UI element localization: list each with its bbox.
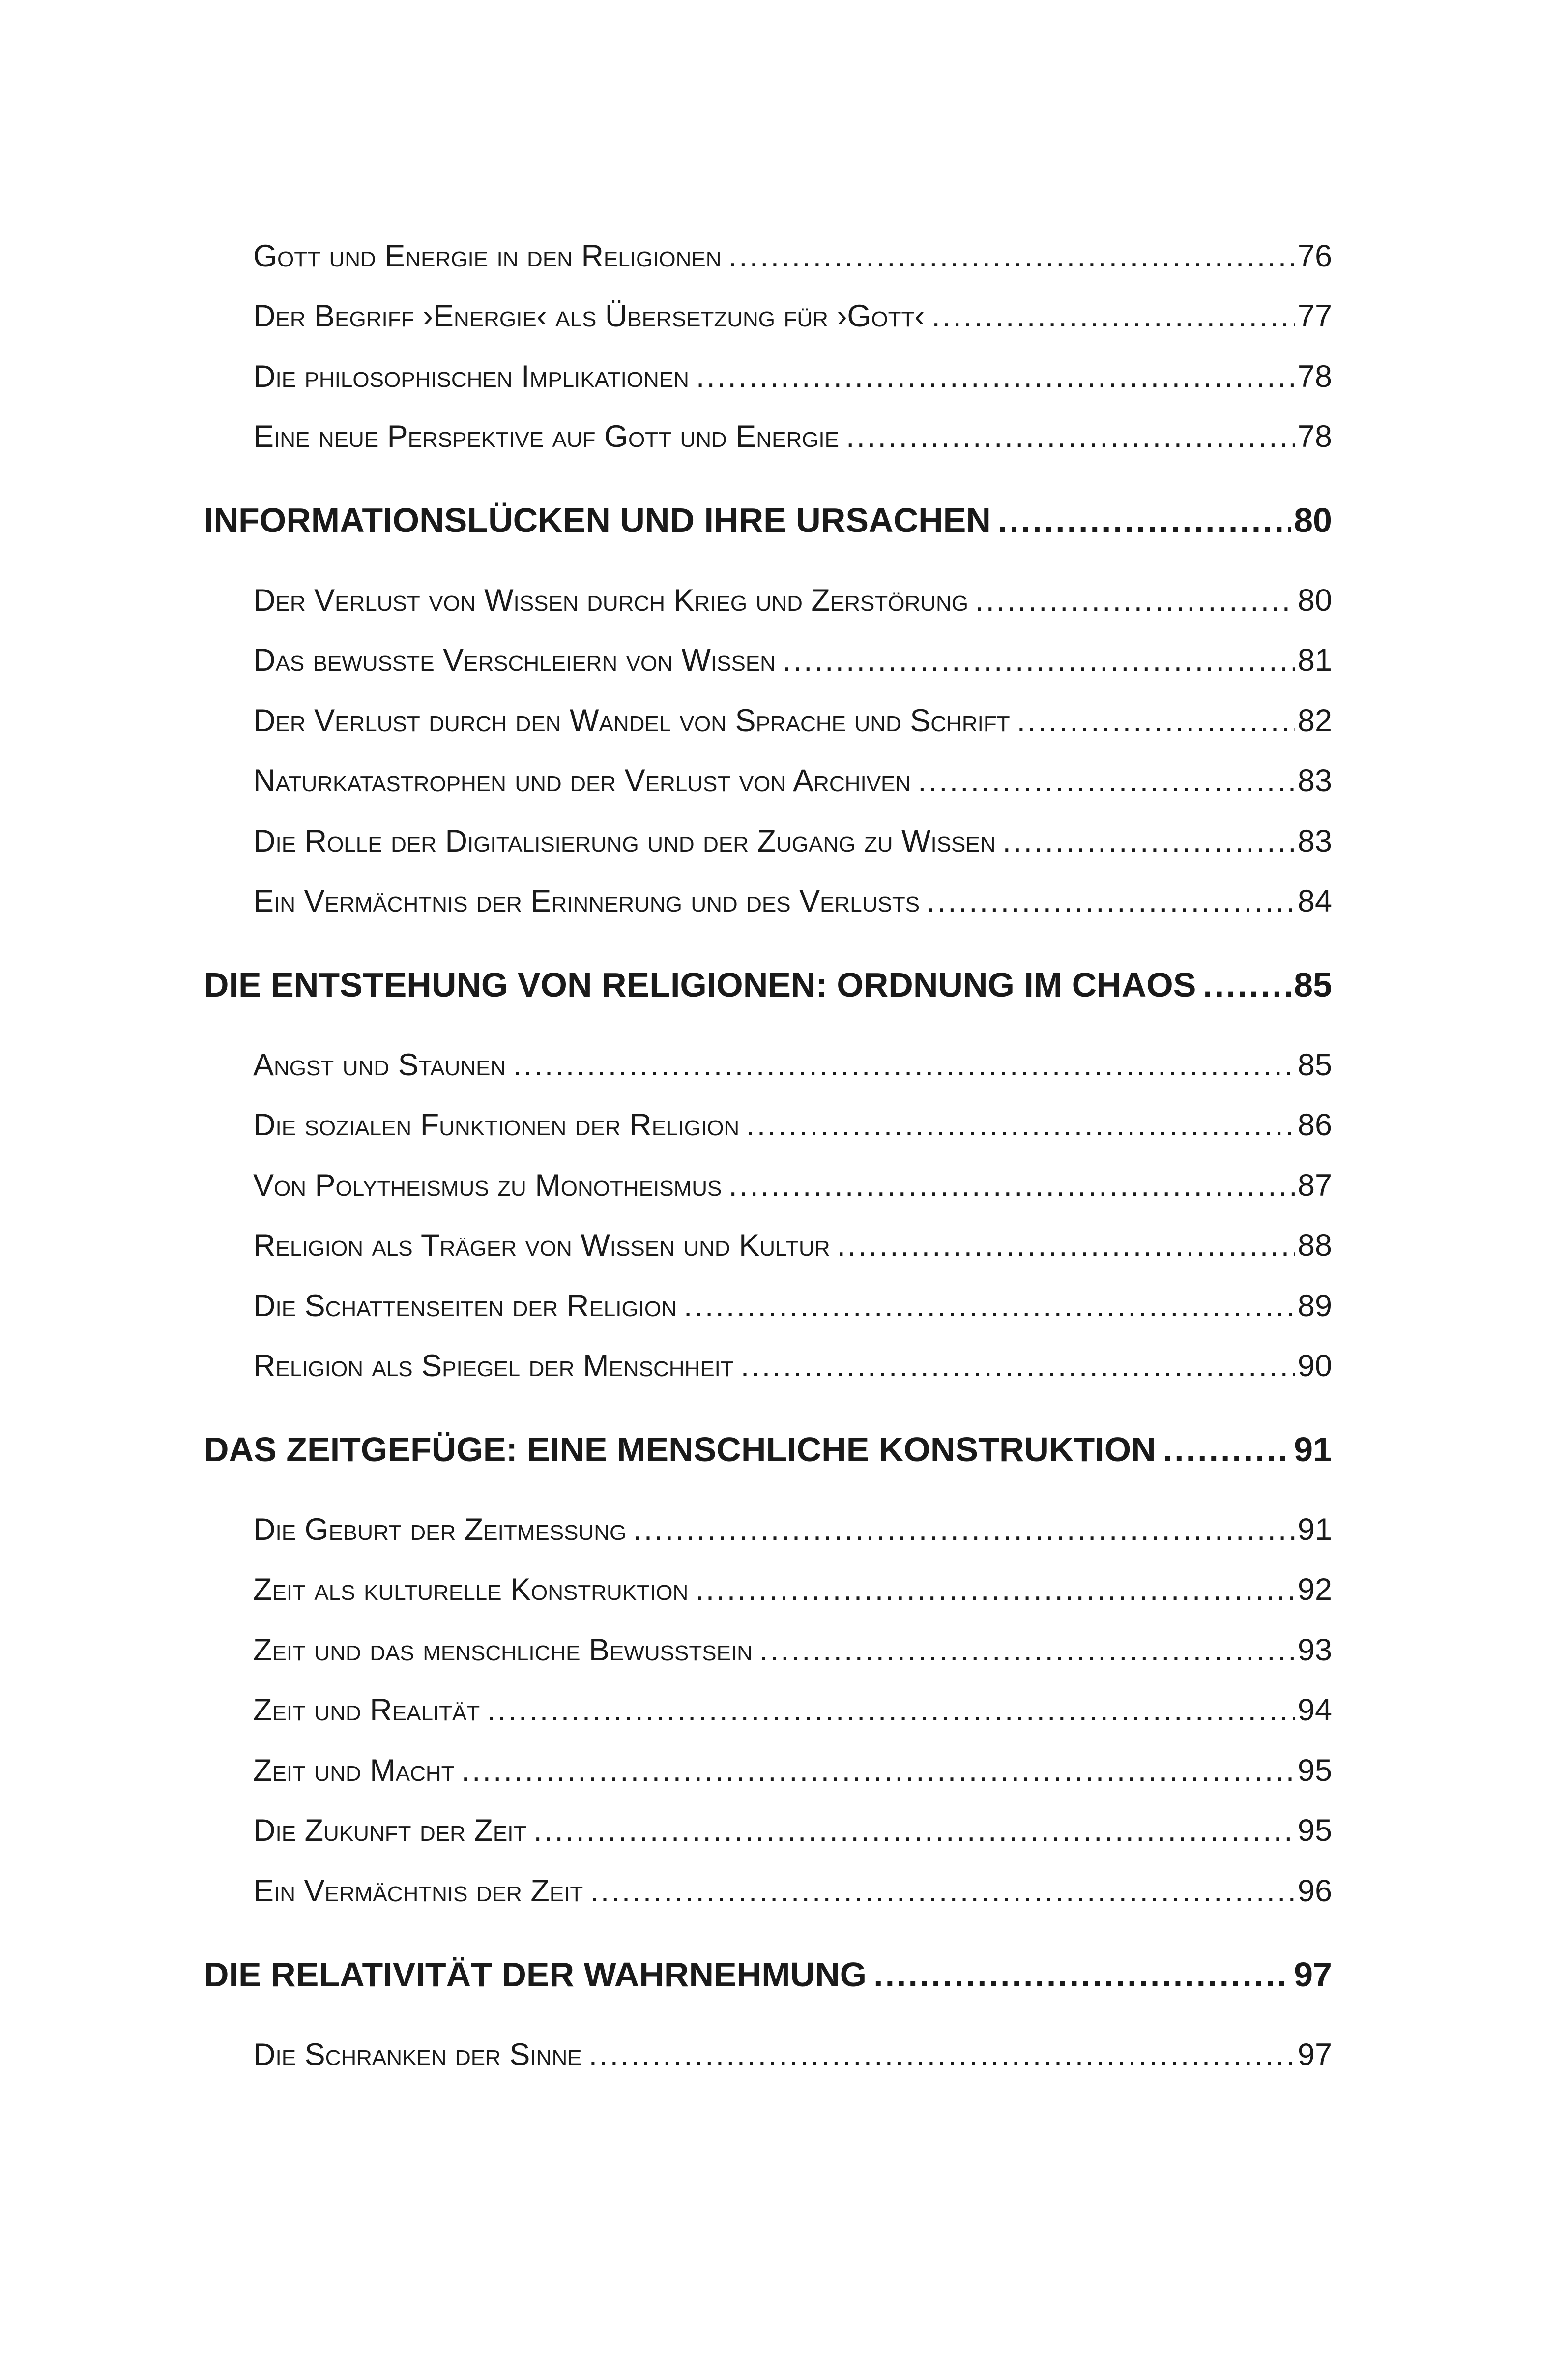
- toc-entry-page-number: 96: [1297, 1874, 1332, 1908]
- toc-entry-title: Die Schranken der Sinne: [253, 2037, 582, 2072]
- toc-section-entry[interactable]: [253, 1632, 1332, 1678]
- toc-entry-title: Das bewusste Verschleiern von Wissen: [253, 643, 776, 678]
- toc-entry-title: Die Geburt der Zeitmessung: [253, 1512, 627, 1547]
- toc-entry-title: Zeit und das menschliche Bewusstsein: [253, 1633, 753, 1667]
- toc-section-entry[interactable]: [253, 763, 1332, 808]
- toc-entry-page-number: 87: [1297, 1168, 1332, 1203]
- toc-entry-page-number: 94: [1297, 1693, 1332, 1727]
- toc-entry-page-number: 91: [1297, 1512, 1332, 1547]
- dot-leader: [873, 1955, 1291, 1994]
- toc-section-entry[interactable]: [253, 1572, 1332, 1617]
- toc-entry-title: Der Begriff ›Energie‹ als Übersetzung für ›Gott‹: [253, 299, 925, 333]
- toc-entry-page-number: 78: [1297, 419, 1332, 454]
- toc-entry-page-number: 84: [1297, 884, 1332, 918]
- toc-entry-title: INFORMATIONSLÜCKEN UND IHRE URSACHEN: [204, 501, 991, 539]
- toc-entry-title: Eine neue Perspektive auf Gott und Energie: [253, 419, 839, 454]
- toc-section-entry[interactable]: [253, 1753, 1332, 1798]
- toc-entry-title: DAS ZEITGEFÜGE: EINE MENSCHLICHE KONSTRUKTION: [204, 1430, 1156, 1469]
- toc-entry-title: Die Zukunft der Zeit: [253, 1813, 527, 1848]
- toc-section-entry[interactable]: [253, 419, 1332, 464]
- dot-leader: [746, 1107, 1295, 1143]
- toc-entry-page-number: 91: [1294, 1430, 1332, 1469]
- toc-entry-title: Ein Vermächtnis der Erinnerung und des Verlusts: [253, 884, 920, 918]
- toc-entry-page-number: 76: [1297, 239, 1332, 273]
- toc-entry-page-number: 83: [1297, 764, 1332, 798]
- toc-entry-page-number: 89: [1297, 1289, 1332, 1323]
- dot-leader: [462, 1753, 1295, 1788]
- dot-leader: [931, 298, 1295, 334]
- toc-section-entry[interactable]: [253, 1813, 1332, 1858]
- toc-entry-page-number: 81: [1297, 643, 1332, 678]
- dot-leader: [1003, 824, 1295, 859]
- toc-entry-page-number: 97: [1294, 1955, 1332, 1994]
- toc-entry-title: Angst und Staunen: [253, 1048, 506, 1082]
- toc-entry-page-number: 90: [1297, 1349, 1332, 1383]
- toc-entry-page-number: 83: [1297, 824, 1332, 858]
- toc-entry-title: Zeit und Realität: [253, 1693, 480, 1727]
- toc-section-entry[interactable]: [253, 703, 1332, 748]
- toc-entry-page-number: 78: [1297, 359, 1332, 394]
- toc-section-entry[interactable]: [253, 359, 1332, 404]
- dot-leader: [1203, 965, 1291, 1004]
- toc-section-entry[interactable]: [253, 1228, 1332, 1273]
- dot-leader: [927, 884, 1295, 919]
- dot-leader: [741, 1348, 1295, 1384]
- toc-section-entry[interactable]: [253, 1168, 1332, 1213]
- toc-entry-page-number: 85: [1297, 1048, 1332, 1082]
- dot-leader: [1017, 703, 1295, 738]
- toc-entry-title: Die Schattenseiten der Religion: [253, 1289, 677, 1323]
- toc-entry-title: Zeit und Macht: [253, 1753, 455, 1788]
- toc-entry-title: Religion als Spiegel der Menschheit: [253, 1349, 734, 1383]
- toc-entry-title: Religion als Träger von Wissen und Kultur: [253, 1228, 830, 1263]
- toc-entry-title: Von Polytheismus zu Monotheismus: [253, 1168, 722, 1203]
- dot-leader: [589, 2037, 1295, 2072]
- toc-entry-page-number: 77: [1297, 299, 1332, 333]
- toc-entry-title: Gott und Energie in den Religionen: [253, 239, 722, 273]
- toc-section-entry[interactable]: [253, 2037, 1332, 2082]
- toc-entry-page-number: 85: [1294, 966, 1332, 1004]
- toc-entry-page-number: 80: [1294, 501, 1332, 539]
- toc-chapter-entry[interactable]: [204, 965, 1332, 1014]
- toc-entry-title: Die sozialen Funktionen der Religion: [253, 1108, 740, 1142]
- toc-section-entry[interactable]: [253, 238, 1332, 284]
- dot-leader: [696, 359, 1295, 394]
- toc-entry-page-number: 88: [1297, 1228, 1332, 1263]
- toc-section-entry[interactable]: [253, 583, 1332, 628]
- dot-leader: [837, 1228, 1295, 1263]
- toc-section-entry[interactable]: [253, 1873, 1332, 1918]
- dot-leader: [759, 1632, 1295, 1668]
- toc-chapter-entry[interactable]: [204, 1955, 1332, 2004]
- toc-entry-page-number: 82: [1297, 704, 1332, 738]
- toc-entry-title: Die Rolle der Digitalisierung und der Zugang zu Wissen: [253, 824, 996, 858]
- dot-leader: [728, 238, 1295, 274]
- toc-entry-page-number: 86: [1297, 1108, 1332, 1142]
- toc-section-entry[interactable]: [253, 1348, 1332, 1393]
- dot-leader: [695, 1572, 1295, 1607]
- dot-leader: [975, 583, 1295, 618]
- toc-entry-title: Naturkatastrophen und der Verlust von Archiven: [253, 764, 911, 798]
- dot-leader: [513, 1047, 1295, 1083]
- dot-leader: [684, 1288, 1295, 1324]
- toc-section-entry[interactable]: [253, 1512, 1332, 1557]
- toc-section-entry[interactable]: [253, 1047, 1332, 1092]
- toc-entry-title: Der Verlust von Wissen durch Krieg und Zerstörung: [253, 583, 969, 618]
- toc-entry-page-number: 95: [1297, 1813, 1332, 1848]
- toc-section-entry[interactable]: [253, 1692, 1332, 1738]
- toc-chapter-entry[interactable]: [204, 501, 1332, 550]
- dot-leader: [533, 1813, 1295, 1848]
- toc-entry-page-number: 93: [1297, 1633, 1332, 1667]
- dot-leader: [1163, 1430, 1291, 1469]
- toc-section-entry[interactable]: [253, 298, 1332, 344]
- toc-entry-title: DIE ENTSTEHUNG VON RELIGIONEN: ORDNUNG IM CHAOS: [204, 966, 1196, 1004]
- toc-chapter-entry[interactable]: [204, 1430, 1332, 1479]
- dot-leader: [783, 643, 1295, 678]
- toc-entry-page-number: 95: [1297, 1753, 1332, 1788]
- toc-entry-page-number: 80: [1297, 583, 1332, 618]
- toc-entry-title: Der Verlust durch den Wandel von Sprache und Schrift: [253, 704, 1010, 738]
- toc-section-entry[interactable]: [253, 884, 1332, 929]
- toc-entry-title: Zeit als kulturelle Konstruktion: [253, 1572, 689, 1607]
- dot-leader: [728, 1168, 1295, 1203]
- dot-leader: [633, 1512, 1295, 1547]
- toc-section-entry[interactable]: [253, 1107, 1332, 1152]
- toc-section-entry[interactable]: [253, 643, 1332, 688]
- dot-leader: [846, 419, 1295, 454]
- toc-entry-page-number: 97: [1297, 2037, 1332, 2072]
- toc-section-entry[interactable]: [253, 1288, 1332, 1333]
- dot-leader: [918, 763, 1295, 798]
- dot-leader: [590, 1873, 1295, 1909]
- toc-entry-title: Ein Vermächtnis der Zeit: [253, 1874, 583, 1908]
- toc-entry-title: DIE RELATIVITÄT DER WAHRNEHMUNG: [204, 1955, 867, 1994]
- toc-entry-page-number: 92: [1297, 1572, 1332, 1607]
- toc-section-entry[interactable]: [253, 824, 1332, 869]
- toc-entry-title: Die philosophischen Implikationen: [253, 359, 689, 394]
- dot-leader: [487, 1692, 1295, 1728]
- dot-leader: [998, 501, 1291, 540]
